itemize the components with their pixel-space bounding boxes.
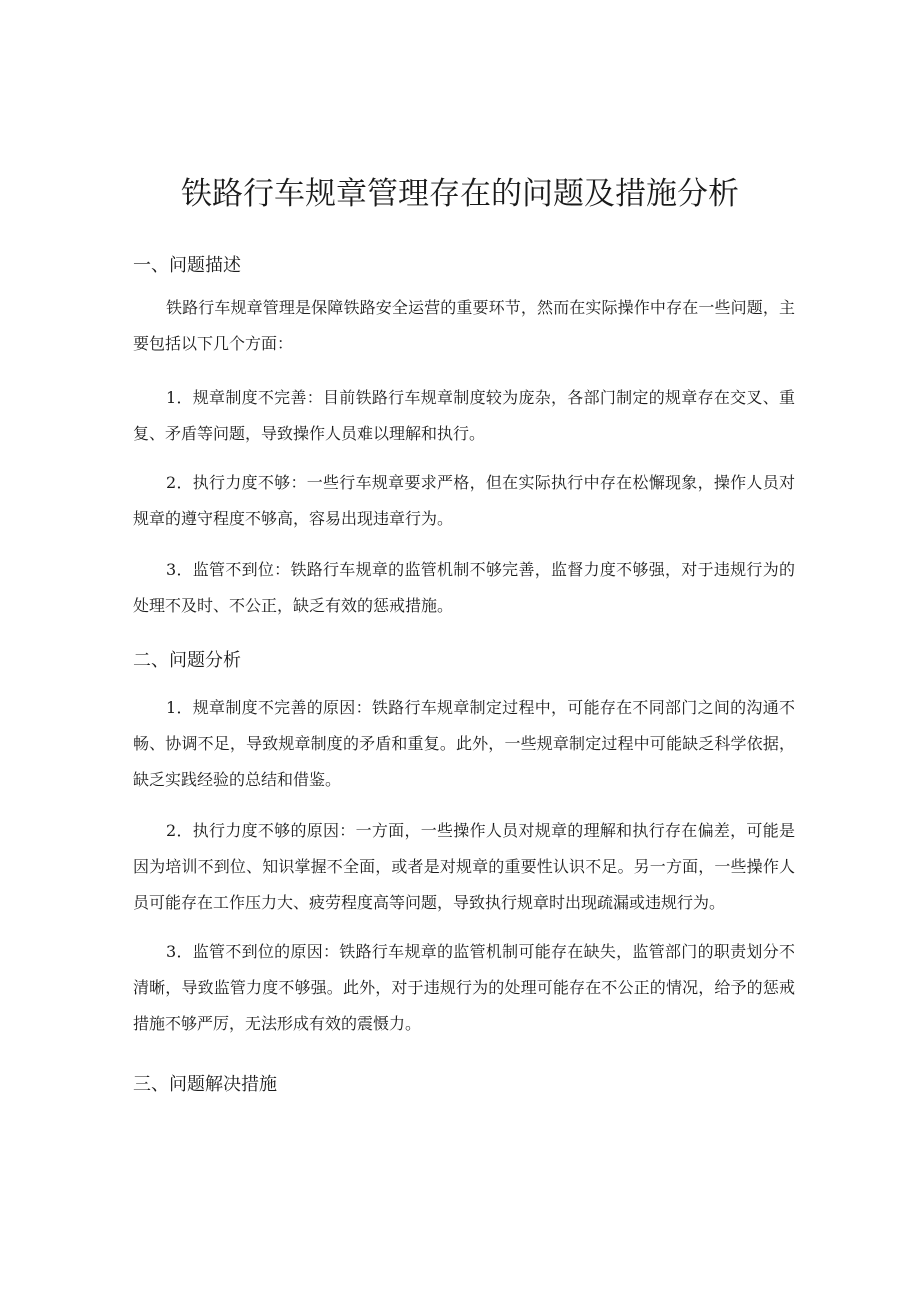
paragraph-2-1: 1．规章制度不完善的原因：铁路行车规章制定过程中，可能存在不同部门之间的沟通不畅、协调不足，导致规章制度的矛盾和重复。此外，一些规章制定过程中可能缺乏科学依据，缺乏实践经验的总结和借鉴。 <box>133 698 795 789</box>
paragraph-1-2: 2．执行力度不够：一些行车规章要求严格，但在实际执行中存在松懈现象，操作人员对规章的遵守程度不够高，容易出现违章行为。 <box>133 473 795 528</box>
section-heading-3: 三、问题解决措施 <box>133 1074 277 1095</box>
paragraph-1-3: 3．监管不到位：铁路行车规章的监管机制不够完善，监督力度不够强，对于违规行为的处理不及时、不公正，缺乏有效的惩戒措施。 <box>133 560 795 615</box>
paragraph-2-2: 2．执行力度不够的原因：一方面，一些操作人员对规章的理解和执行存在偏差，可能是因为培训不到位、知识掌握不全面，或者是对规章的重要性认识不足。另一方面，一些操作人员可能存在工作压力大、疲劳程度高等问题，导致执行规章时出现疏漏或违规行为。 <box>133 821 795 912</box>
section-heading-2: 二、问题分析 <box>133 650 241 671</box>
document-title: 铁路行车规章管理存在的问题及措施分析 <box>181 176 739 212</box>
paragraph-2-3: 3．监管不到位的原因：铁路行车规章的监管机制可能存在缺失，监管部门的职责划分不清晰，导致监管力度不够强。此外，对于违规行为的处理可能存在不公正的情况，给予的惩戒措施不够严厉，无法形成有效的震慑力。 <box>133 942 795 1033</box>
paragraph-1-1: 1．规章制度不完善：目前铁路行车规章制度较为庞杂，各部门制定的规章存在交叉、重复、矛盾等问题，导致操作人员难以理解和执行。 <box>133 388 795 443</box>
section-heading-1: 一、问题描述 <box>133 255 241 276</box>
paragraph-intro: 铁路行车规章管理是保障铁路安全运营的重要环节，然而在实际操作中存在一些问题，主要包括以下几个方面： <box>133 298 795 353</box>
